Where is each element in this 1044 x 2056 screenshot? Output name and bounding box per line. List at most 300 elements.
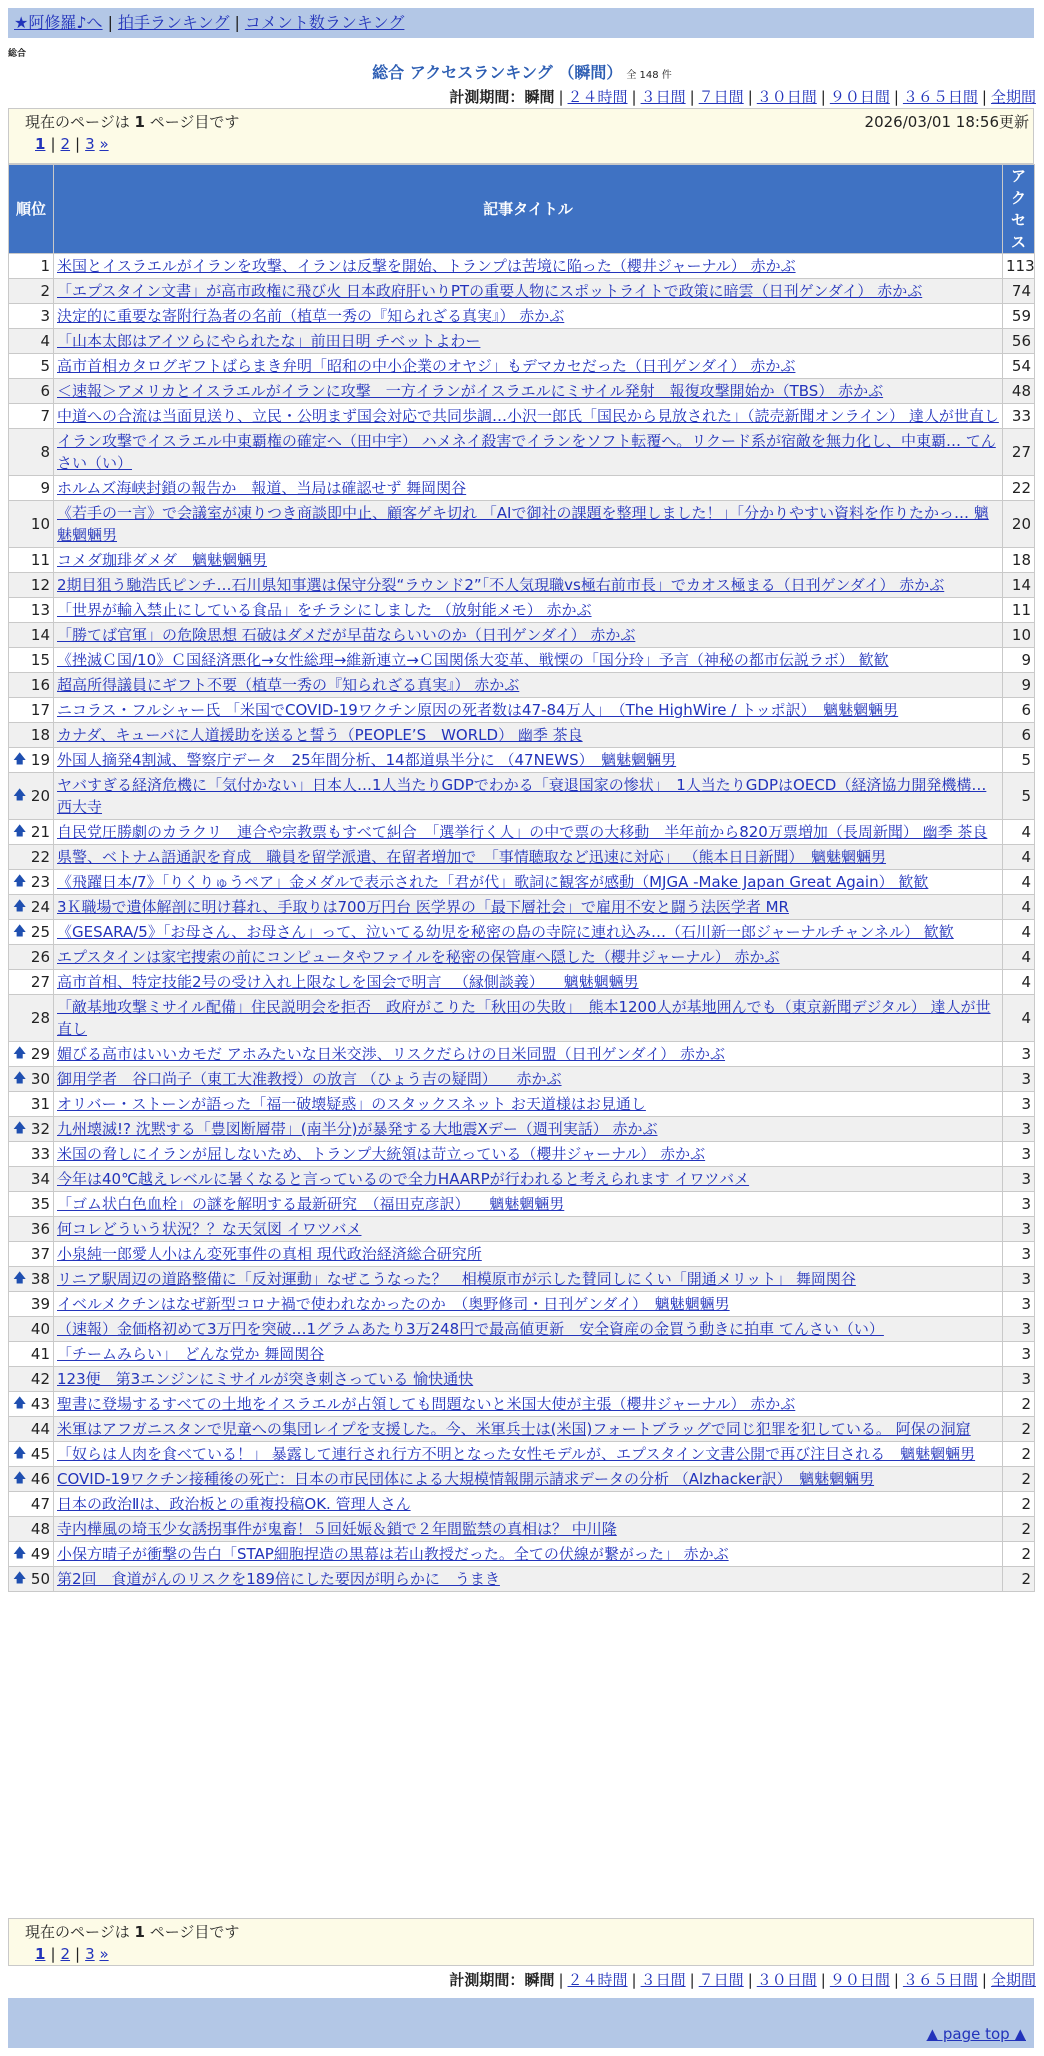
rank-number: 32 bbox=[30, 1120, 50, 1138]
rank-number: 27 bbox=[30, 973, 50, 991]
period-link[interactable]: ３６５日間 bbox=[902, 1971, 978, 1989]
rank-number: 7 bbox=[40, 407, 50, 425]
title-cell bbox=[54, 598, 1003, 623]
table-row bbox=[9, 598, 1035, 623]
up-arrow-icon: 🡅 bbox=[13, 924, 27, 939]
rank-cell bbox=[9, 1217, 54, 1242]
period-separator: | bbox=[558, 1971, 564, 1989]
period-link[interactable]: ２４時間 bbox=[567, 1971, 628, 1989]
rank-cell bbox=[9, 1192, 54, 1217]
rank-cell bbox=[9, 1267, 54, 1292]
next-page-link[interactable]: » bbox=[99, 1945, 109, 1963]
access-count: 3 bbox=[1003, 1267, 1035, 1292]
title-cell bbox=[54, 648, 1003, 673]
rank-number: 41 bbox=[30, 1345, 50, 1363]
rank-number: 30 bbox=[30, 1070, 50, 1088]
title-cell bbox=[54, 1492, 1003, 1517]
rank-cell bbox=[9, 895, 54, 920]
rank-cell bbox=[9, 820, 54, 845]
rank-cell bbox=[9, 648, 54, 673]
article-title-link[interactable]: ホルムズ海峡封鎖の報告か 報道、当局は確認せず 舞岡関谷 bbox=[57, 479, 467, 497]
title-cell bbox=[54, 1442, 1003, 1467]
title-cell bbox=[54, 476, 1003, 501]
article-title-link[interactable]: 「ゴム状白色血栓」の謎を解明する最新研究 （福田克彦訳） 魑魅魍魎男 bbox=[57, 1195, 565, 1213]
rank-number: 44 bbox=[30, 1420, 50, 1438]
rank-number: 3 bbox=[40, 307, 50, 325]
title-cell bbox=[54, 673, 1003, 698]
article-title-link[interactable]: 小泉純一郎愛人小はん変死事件の真相 現代政治経済総合研究所 bbox=[57, 1245, 482, 1263]
rank-number: 42 bbox=[30, 1370, 50, 1388]
access-count: 2 bbox=[1003, 1542, 1035, 1567]
access-count: 4 bbox=[1003, 945, 1035, 970]
paging-box-top bbox=[8, 108, 1034, 164]
table-row bbox=[9, 476, 1035, 501]
title-cell bbox=[54, 1217, 1003, 1242]
title-cell bbox=[54, 1292, 1003, 1317]
rank-cell bbox=[9, 1417, 54, 1442]
access-count: 3 bbox=[1003, 1217, 1035, 1242]
access-count: 6 bbox=[1003, 698, 1035, 723]
table-row bbox=[9, 1367, 1035, 1392]
access-count: 4 bbox=[1003, 870, 1035, 895]
article-title-link[interactable]: 米国とイスラエルがイランを攻撃、イランは反撃を開始、トランプは苦境に陥った（櫻井ジャーナル） 赤かぶ bbox=[57, 257, 796, 275]
article-title-link[interactable]: ニコラス・フルシャー氏 「米国でCOVID-19ワクチン原因の死者数は47-84万人」 （The HighWire / トッポ訳） 魑魅魍魎男 bbox=[57, 701, 899, 719]
page-status bbox=[25, 1921, 1017, 1943]
table-row bbox=[9, 501, 1035, 548]
title-cell bbox=[54, 1342, 1003, 1367]
rank-number: 35 bbox=[30, 1195, 50, 1213]
up-arrow-icon: 🡅 bbox=[13, 1121, 27, 1136]
rank-cell bbox=[9, 1467, 54, 1492]
access-count: 3 bbox=[1003, 1042, 1035, 1067]
rank-cell bbox=[9, 1492, 54, 1517]
rank-number: 21 bbox=[30, 823, 50, 841]
title-cell bbox=[54, 1042, 1003, 1067]
access-count: 3 bbox=[1003, 1292, 1035, 1317]
rank-number: 39 bbox=[30, 1295, 50, 1313]
rank-number: 19 bbox=[30, 751, 50, 769]
rank-number: 29 bbox=[30, 1045, 50, 1063]
table-row bbox=[9, 1067, 1035, 1092]
access-count: 3 bbox=[1003, 1242, 1035, 1267]
article-title-link[interactable]: 「敵基地攻撃ミサイル配備」住民説明会を拒否 政府がこりた「秋田の失敗」 熊本1200人が基地囲んでも（東京新聞デジタル） 達人が世直し bbox=[57, 998, 991, 1038]
title-cell bbox=[54, 1517, 1003, 1542]
access-count: 11 bbox=[1003, 598, 1035, 623]
title-cell bbox=[54, 1542, 1003, 1567]
access-count: 48 bbox=[1003, 379, 1035, 404]
article-title-link[interactable]: 日本の政治Ⅱは、政治板との重複投稿OK. 管理人さん bbox=[57, 1495, 411, 1513]
period-link[interactable]: ９０日間 bbox=[829, 1971, 890, 1989]
table-row bbox=[9, 1392, 1035, 1417]
table-row bbox=[9, 1542, 1035, 1567]
table-row bbox=[9, 573, 1035, 598]
access-count: 3 bbox=[1003, 1167, 1035, 1192]
rank-cell bbox=[9, 279, 54, 304]
page-link[interactable]: 3 bbox=[85, 1945, 95, 1963]
article-title-link[interactable]: 聖書に登場するすべての土地をイスラエルが占領しても問題ないと米国大使が主張（櫻井ジャーナル） 赤かぶ bbox=[57, 1395, 796, 1413]
period-link[interactable]: ３日間 bbox=[640, 1971, 686, 1989]
table-row bbox=[9, 1042, 1035, 1067]
article-title-link[interactable]: カナダ、キューバに人道援助を送ると誓う（PEOPLE’S WORLD） 幽季 茶良 bbox=[57, 726, 583, 744]
page-link[interactable]: 2 bbox=[60, 1945, 71, 1963]
table-row bbox=[9, 1567, 1035, 1592]
article-title-link[interactable]: リニア駅周辺の道路整備に「反対運動」なぜこうなった？ 相模原市が示した賛同しにくい「開通メリット」 舞岡関谷 bbox=[57, 1270, 856, 1288]
period-link[interactable]: 全期間 bbox=[990, 88, 1036, 106]
page-top-bar bbox=[8, 2020, 1034, 2048]
rank-number: 10 bbox=[30, 515, 50, 533]
article-title-link[interactable]: 中道への合流は当面見送り、立民・公明まず国会対応で共同歩調…小沢一郎氏「国民から見放された」（読売新聞オンライン） 達人が世直し bbox=[57, 407, 999, 425]
access-count: 2 bbox=[1003, 1517, 1035, 1542]
rank-number: 38 bbox=[30, 1270, 50, 1288]
article-title-link[interactable]: 自民党圧勝劇のカラクリ 連合や宗教票もすべて糾合 「選挙行く人」の中で票の大移動 半年前から820万票増加（長周新聞） 幽季 茶良 bbox=[57, 823, 988, 841]
rank-cell bbox=[9, 1092, 54, 1117]
up-arrow-icon: 🡅 bbox=[13, 899, 27, 914]
access-count: 3 bbox=[1003, 1192, 1035, 1217]
table-row bbox=[9, 1317, 1035, 1342]
table-row bbox=[9, 304, 1035, 329]
rank-number: 17 bbox=[30, 701, 50, 719]
rank-cell bbox=[9, 354, 54, 379]
page-link[interactable]: 2 bbox=[60, 135, 71, 153]
rank-cell bbox=[9, 920, 54, 945]
title-cell bbox=[54, 945, 1003, 970]
article-title-link[interactable]: 「勝てば官軍」の危険思想 石破はダメだが早苗ならいいのか（日刊ゲンダイ） 赤かぶ bbox=[57, 626, 636, 644]
table-row bbox=[9, 1292, 1035, 1317]
table-row bbox=[9, 1092, 1035, 1117]
article-title-link[interactable]: 123便 第3エンジンにミサイルが突き刺さっている 愉快通快 bbox=[57, 1370, 474, 1388]
title-cell bbox=[54, 1167, 1003, 1192]
article-title-link[interactable]: 「チームみらい」 どんな党か 舞岡関谷 bbox=[57, 1345, 325, 1363]
article-title-link[interactable]: 第2回 食道がんのリスクを189倍にした要因が明らかに うまき bbox=[57, 1570, 500, 1588]
up-arrow-icon: 🡅 bbox=[13, 1471, 27, 1486]
article-title-link[interactable]: 何コレどういう状況？？な天気図 イワツバメ bbox=[57, 1220, 362, 1238]
article-title-link[interactable]: （速報）金価格初めて3万円を突破…1グラムあたり3万248円で最高値更新 安全資産の金買う動きに拍車 てんさい（い） bbox=[57, 1320, 884, 1338]
access-count: 2 bbox=[1003, 1492, 1035, 1517]
table-header-row bbox=[9, 165, 1035, 254]
count-header: アクセス bbox=[1003, 165, 1035, 254]
ranking-table bbox=[8, 164, 1035, 1592]
title-cell bbox=[54, 1242, 1003, 1267]
home-link[interactable]: ★阿修羅♪へ bbox=[14, 13, 103, 32]
rank-number: 48 bbox=[30, 1520, 50, 1538]
article-title-link[interactable]: 今年は40℃越えレベルに暑くなると言っているので全力HAARPが行われると考えられます イワツバメ bbox=[57, 1170, 750, 1188]
article-title-link[interactable]: 高市首相、特定技能2号の受け入れ上限なしを国会で明言 （縁側談義） 魑魅魍魎男 bbox=[57, 973, 639, 991]
rank-cell bbox=[9, 698, 54, 723]
up-arrow-icon: 🡅 bbox=[13, 1396, 27, 1411]
access-count: 3 bbox=[1003, 1142, 1035, 1167]
title-cell bbox=[54, 1117, 1003, 1142]
period-separator: | bbox=[820, 88, 826, 106]
pagination bbox=[25, 1943, 1017, 1965]
access-count: 9 bbox=[1003, 648, 1035, 673]
article-title-link[interactable]: 小保方晴子が衝撃の告白「STAP細胞捏造の黒幕は若山教授だった。全ての伏線が繋がった」 赤かぶ bbox=[57, 1545, 729, 1563]
title-cell bbox=[54, 1092, 1003, 1117]
article-title-link[interactable]: 《GESARA/5》「お母さん、お母さん」って、泣いてる幼児を秘密の島の寺院に連れ込み…（石川新一郎ジャーナルチャンネル） 歓歓 bbox=[57, 923, 954, 941]
table-row bbox=[9, 870, 1035, 895]
article-title-link[interactable]: 《挫滅Ｃ国/10》Ｃ国経済悪化→女性総理→維新連立→Ｃ国関係大変革、戦慄の「国分玲」予言（神秘の都市伝説ラボ） 歓歓 bbox=[57, 651, 889, 669]
article-title-link[interactable]: 九州壊滅!? 沈黙する「豊図断層帯」(南半分)が暴発する大地震Xデー（週刊実話） 赤かぶ bbox=[57, 1120, 658, 1138]
up-arrow-icon: 🡅 bbox=[13, 1446, 27, 1461]
rank-cell bbox=[9, 1117, 54, 1142]
access-count: 113 bbox=[1003, 254, 1035, 279]
table-row bbox=[9, 1167, 1035, 1192]
article-title-link[interactable]: 御用学者 谷口尚子（東工大准教授）の放言 （ひょう吉の疑問） 赤かぶ bbox=[57, 1070, 562, 1088]
table-row bbox=[9, 329, 1035, 354]
table-row bbox=[9, 1242, 1035, 1267]
access-count: 5 bbox=[1003, 773, 1035, 820]
rank-number: 15 bbox=[30, 651, 50, 669]
period-link[interactable]: ３０日間 bbox=[756, 88, 817, 106]
title-cell bbox=[54, 329, 1003, 354]
updated-timestamp: 2026/03/01 18:56更新 bbox=[864, 113, 1029, 131]
table-row bbox=[9, 1342, 1035, 1367]
title-cell bbox=[54, 1467, 1003, 1492]
page-heading bbox=[0, 60, 1044, 83]
rank-number: 49 bbox=[30, 1545, 50, 1563]
access-count: 14 bbox=[1003, 573, 1035, 598]
period-link[interactable]: ３０日間 bbox=[756, 1971, 817, 1989]
access-count: 4 bbox=[1003, 820, 1035, 845]
article-title-link[interactable]: 《若手の一言》で会議室が凍りつき商談即中止、顧客ゲキ切れ 「AIで御社の課題を整理しました！」「分かりやすい資料を作りたかっ… 魑魅魍魎男 bbox=[57, 504, 989, 544]
page-status-prefix: 現在のページは bbox=[25, 1923, 130, 1941]
title-cell bbox=[54, 820, 1003, 845]
access-count: 2 bbox=[1003, 1467, 1035, 1492]
rank-number: 43 bbox=[30, 1395, 50, 1413]
article-title-link[interactable]: 高市首相カタログギフトばらまき弁明「昭和の中小企業のオヤジ」もデマカセだった（日刊ゲンダイ） 赤かぶ bbox=[57, 357, 796, 375]
title-cell bbox=[54, 304, 1003, 329]
page-status-suffix: ページ目です bbox=[149, 1923, 240, 1941]
period-separator: | bbox=[893, 88, 899, 106]
rank-number: 33 bbox=[30, 1145, 50, 1163]
rank-number: 25 bbox=[30, 923, 50, 941]
rank-cell bbox=[9, 1142, 54, 1167]
rank-number: 18 bbox=[30, 726, 50, 744]
table-row bbox=[9, 895, 1035, 920]
access-count: 6 bbox=[1003, 723, 1035, 748]
table-row bbox=[9, 1267, 1035, 1292]
access-count: 27 bbox=[1003, 429, 1035, 476]
page-link[interactable]: 3 bbox=[85, 135, 95, 153]
title-header: 記事タイトル bbox=[54, 165, 1003, 254]
access-count: 9 bbox=[1003, 673, 1035, 698]
page-status-number: 1 bbox=[134, 1923, 145, 1941]
period-selector-bottom bbox=[449, 1969, 1036, 1990]
article-title-link[interactable]: 媚びる高市はいいカモだ アホみたいな日米交渉、リスクだらけの日米同盟（日刊ゲンダイ） 赤かぶ bbox=[57, 1045, 726, 1063]
rank-number: 8 bbox=[40, 443, 50, 461]
rank-number: 16 bbox=[30, 676, 50, 694]
rank-cell bbox=[9, 845, 54, 870]
table-row bbox=[9, 379, 1035, 404]
table-row bbox=[9, 1417, 1035, 1442]
period-link[interactable]: ３６５日間 bbox=[902, 88, 978, 106]
article-title-link[interactable]: イラン攻撃でイスラエル中東覇権の確定へ（田中宇） ハメネイ殺害でイランをソフト転覆へ。リクード系が宿敵を無力化し、中東覇… てんさい（い） bbox=[57, 432, 996, 472]
article-title-link[interactable]: 「山本太郎はアイツらにやられたな」前田日明 チベットよわー bbox=[57, 332, 481, 350]
next-page-link[interactable]: » bbox=[99, 135, 109, 153]
access-count: 4 bbox=[1003, 845, 1035, 870]
table-row bbox=[9, 1142, 1035, 1167]
article-title-link[interactable]: イベルメクチンはなぜ新型コロナ禍で使われなかったのか （奥野修司・日刊ゲンダイ） 魑魅魍魎男 bbox=[57, 1295, 730, 1313]
up-arrow-icon: 🡅 bbox=[13, 752, 27, 767]
up-arrow-icon: 🡅 bbox=[13, 824, 27, 839]
rank-number: 23 bbox=[30, 873, 50, 891]
period-link[interactable]: ９０日間 bbox=[829, 88, 890, 106]
table-row bbox=[9, 1492, 1035, 1517]
rank-number: 12 bbox=[30, 576, 50, 594]
article-title-link[interactable]: コメダ珈琲ダメダ 魑魅魍魎男 bbox=[57, 551, 268, 569]
table-row bbox=[9, 845, 1035, 870]
article-title-link[interactable]: 県警、ベトナム語通訳を育成 職員を留学派遣、在留者増加で 「事情聴取など迅速に対応」 （熊本日日新聞） 魑魅魍魎男 bbox=[57, 848, 887, 866]
article-title-link[interactable]: ヤバすぎる経済危機に「気付かない」日本人…1人当たりGDPでわかる「衰退国家の惨状」 1人当たりGDPはOECD（経済協力開発機構… 西大寺 bbox=[57, 776, 987, 816]
period-separator: | bbox=[689, 88, 695, 106]
page-separator: | bbox=[50, 135, 56, 153]
article-title-link[interactable]: 決定的に重要な寄附行為者の名前（植草一秀の『知られざる真実』） 赤かぶ bbox=[57, 307, 565, 325]
article-title-link[interactable]: 外国人摘発4割減、警察庁データ 25年間分析、14都道県半分に （47NEWS） 魑魅魍魎男 bbox=[57, 751, 677, 769]
article-title-link[interactable]: オリバー・ストーンが語った「福一破壊疑惑」のスタックスネット お天道様はお見通し bbox=[57, 1095, 646, 1113]
rank-cell bbox=[9, 1242, 54, 1267]
section-label: 総合 bbox=[8, 49, 27, 59]
table-row bbox=[9, 648, 1035, 673]
article-title-link[interactable]: 3Ｋ職場で遺体解剖に明け暮れ、手取りは700万円台 医学界の「最下層社会」で雇用不安と闘う法医学者 MR bbox=[57, 898, 789, 916]
access-count: 18 bbox=[1003, 548, 1035, 573]
article-title-link[interactable]: 寺内樺風の埼玉少女誘拐事件が鬼畜！５回妊娠＆鎖で２年間監禁の真相は？ 中川隆 bbox=[57, 1520, 617, 1538]
title-cell bbox=[54, 970, 1003, 995]
rank-number: 11 bbox=[30, 551, 50, 569]
page-link-current[interactable]: 1 bbox=[35, 1945, 46, 1963]
rank-number: 31 bbox=[30, 1095, 50, 1113]
page-link-current[interactable]: 1 bbox=[35, 135, 46, 153]
rank-cell bbox=[9, 1517, 54, 1542]
rank-cell bbox=[9, 476, 54, 501]
table-row bbox=[9, 1517, 1035, 1542]
table-row bbox=[9, 773, 1035, 820]
title-cell bbox=[54, 1142, 1003, 1167]
rank-number: 50 bbox=[30, 1570, 50, 1588]
rank-cell bbox=[9, 1542, 54, 1567]
rank-cell bbox=[9, 548, 54, 573]
title-cell bbox=[54, 1417, 1003, 1442]
period-link[interactable]: ７日間 bbox=[698, 1971, 744, 1989]
article-title-link[interactable]: 米軍はアフガニスタンで児童への集団レイプを支援した。今、米軍兵士は(米国)フォートブラッグで同じ犯罪を犯している。 阿保の洞窟 bbox=[57, 1420, 971, 1438]
rank-cell bbox=[9, 995, 54, 1042]
article-title-link[interactable]: 《飛躍日本/7》「りくりゅうペア」金メダルで表示された「君が代」歌詞に観客が感動（MJGA -Make Japan Great Again） 歓歓 bbox=[57, 873, 929, 891]
page-top-link[interactable]: ▲ page top ▲ bbox=[926, 2025, 1026, 2043]
rank-number: 2 bbox=[40, 282, 50, 300]
rank-number: 36 bbox=[30, 1220, 50, 1238]
period-link[interactable]: ７日間 bbox=[698, 88, 744, 106]
article-title-link[interactable]: 2期目狙う馳浩氏ピンチ…石川県知事選は保守分裂“ラウンド2”「不人気現職vs極右前市長」でカオス極まる（日刊ゲンダイ） 赤かぶ bbox=[57, 576, 945, 594]
article-title-link[interactable]: エプスタインは家宅捜索の前にコンピュータやファイルを秘密の保管庫へ隠した（櫻井ジャーナル） 赤かぶ bbox=[57, 948, 780, 966]
table-row bbox=[9, 404, 1035, 429]
period-selector-top bbox=[449, 86, 1036, 107]
access-count: 3 bbox=[1003, 1317, 1035, 1342]
title-cell bbox=[54, 429, 1003, 476]
nav-separator: | bbox=[234, 13, 240, 32]
title-cell bbox=[54, 773, 1003, 820]
clap-ranking-link[interactable]: 拍手ランキング bbox=[117, 13, 230, 32]
rank-cell bbox=[9, 1317, 54, 1342]
title-cell bbox=[54, 1367, 1003, 1392]
period-separator: | bbox=[981, 88, 987, 106]
access-count: 54 bbox=[1003, 354, 1035, 379]
rank-number: 6 bbox=[40, 382, 50, 400]
table-row bbox=[9, 723, 1035, 748]
rank-cell bbox=[9, 598, 54, 623]
page-title: 総合 アクセスランキング （瞬間） bbox=[372, 63, 623, 82]
rank-number: 40 bbox=[30, 1320, 50, 1338]
access-count: 20 bbox=[1003, 501, 1035, 548]
access-count: 2 bbox=[1003, 1417, 1035, 1442]
rank-cell bbox=[9, 1042, 54, 1067]
article-title-link[interactable]: 米国の脅しにイランが屈しないため、トランプ大統領は苛立っている（櫻井ジャーナル） 赤かぶ bbox=[57, 1145, 706, 1163]
title-cell bbox=[54, 748, 1003, 773]
access-count: 3 bbox=[1003, 1342, 1035, 1367]
paging-box-bottom bbox=[8, 1918, 1034, 1966]
period-separator: | bbox=[558, 88, 564, 106]
article-title-link[interactable]: 「世界が輸入禁止にしている食品」をチラシにしました （放射能メモ） 赤かぶ bbox=[57, 601, 592, 619]
title-cell bbox=[54, 573, 1003, 598]
up-arrow-icon: 🡅 bbox=[13, 788, 27, 803]
rank-cell bbox=[9, 870, 54, 895]
up-arrow-icon: 🡅 bbox=[13, 1071, 27, 1086]
rank-number: 22 bbox=[30, 848, 50, 866]
comment-ranking-link[interactable]: コメント数ランキング bbox=[244, 13, 405, 32]
period-separator: | bbox=[747, 1971, 753, 1989]
title-cell bbox=[54, 623, 1003, 648]
title-cell bbox=[54, 870, 1003, 895]
access-count: 4 bbox=[1003, 995, 1035, 1042]
period-link[interactable]: ２４時間 bbox=[567, 88, 628, 106]
rank-number: 37 bbox=[30, 1245, 50, 1263]
period-link[interactable]: 全期間 bbox=[990, 1971, 1036, 1989]
title-cell bbox=[54, 920, 1003, 945]
title-cell bbox=[54, 1392, 1003, 1417]
title-cell bbox=[54, 1567, 1003, 1592]
period-current: 瞬間 bbox=[524, 88, 555, 106]
article-title-link[interactable]: COVID-19ワクチン接種後の死亡：日本の市民団体による大規模情報開示請求データの分析 （Alzhacker訳） 魑魅魍魎男 bbox=[57, 1470, 875, 1488]
rank-cell bbox=[9, 723, 54, 748]
rank-number: 28 bbox=[30, 1009, 50, 1027]
period-separator: | bbox=[689, 1971, 695, 1989]
article-title-link[interactable]: 超高所得議員にギフト不要（植草一秀の『知られざる真実』） 赤かぶ bbox=[57, 676, 520, 694]
access-count: 56 bbox=[1003, 329, 1035, 354]
period-link[interactable]: ３日間 bbox=[640, 88, 686, 106]
access-count: 3 bbox=[1003, 1067, 1035, 1092]
article-title-link[interactable]: 「奴らは人肉を食べている！」 暴露して連行され行方不明となった女性モデルが、エプスタイン文書公開で再び注目される 魑魅魍魎男 bbox=[57, 1445, 976, 1463]
title-cell bbox=[54, 723, 1003, 748]
page-status-number: 1 bbox=[134, 113, 145, 131]
rank-cell bbox=[9, 1367, 54, 1392]
rank-number: 20 bbox=[30, 787, 50, 805]
rank-number: 5 bbox=[40, 357, 50, 375]
up-arrow-icon: 🡅 bbox=[13, 874, 27, 889]
table-row bbox=[9, 354, 1035, 379]
rank-cell bbox=[9, 254, 54, 279]
access-count: 3 bbox=[1003, 1117, 1035, 1142]
access-count: 4 bbox=[1003, 970, 1035, 995]
table-row bbox=[9, 623, 1035, 648]
up-arrow-icon: 🡅 bbox=[13, 1046, 27, 1061]
rank-cell bbox=[9, 970, 54, 995]
article-title-link[interactable]: 「エプスタイン文書」が高市政権に飛び火 日本政府肝いりPTの重要人物にスポットライトで政策に暗雲（日刊ゲンダイ） 赤かぶ bbox=[57, 282, 923, 300]
table-row bbox=[9, 1467, 1035, 1492]
access-count: 4 bbox=[1003, 920, 1035, 945]
access-count: 74 bbox=[1003, 279, 1035, 304]
rank-number: 1 bbox=[40, 257, 50, 275]
access-count: 5 bbox=[1003, 748, 1035, 773]
rank-cell bbox=[9, 1292, 54, 1317]
title-cell bbox=[54, 698, 1003, 723]
article-title-link[interactable]: ＜速報＞アメリカとイスラエルがイランに攻撃 一方イランがイスラエルにミサイル発射 報復攻撃開始か（TBS） 赤かぶ bbox=[57, 382, 884, 400]
